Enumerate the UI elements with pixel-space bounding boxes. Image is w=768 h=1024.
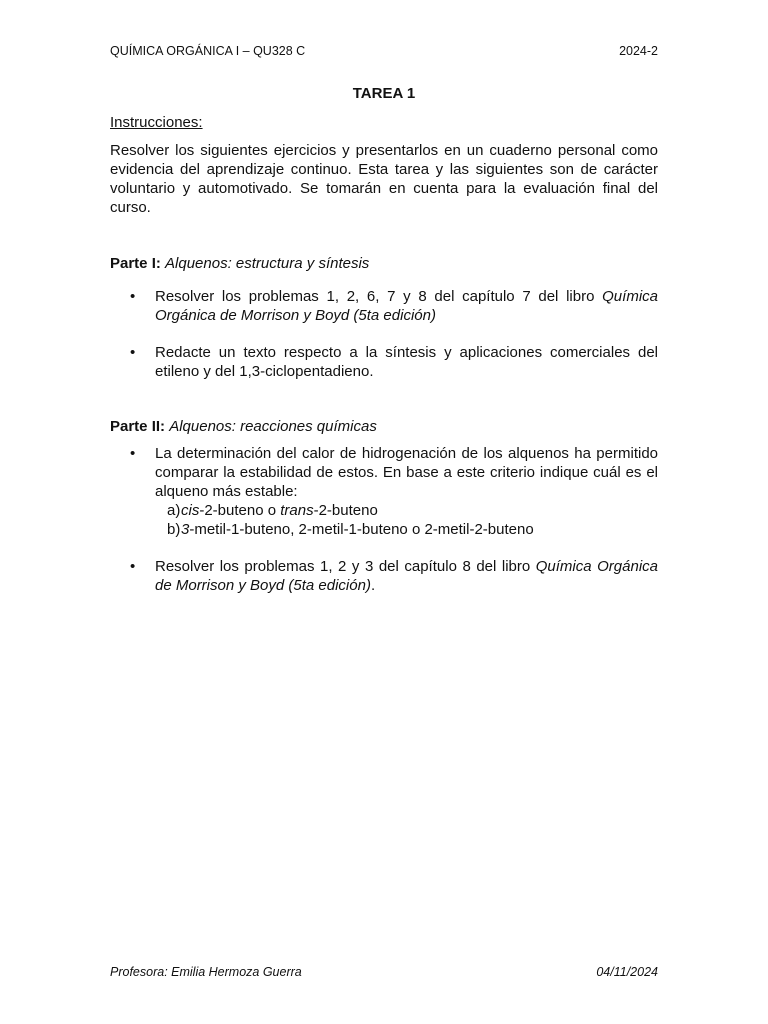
professor-name: Profesora: Emilia Hermoza Guerra (110, 965, 302, 979)
document-title: TAREA 1 (352, 85, 416, 102)
part2-bullet2-text: Resolver los problemas 1, 2 y 3 del capítulo 8 del libro (155, 558, 536, 575)
sub-a-trans: trans (280, 502, 314, 519)
instructions-label: Instrucciones: (110, 114, 203, 131)
part2-label: Parte II: (110, 418, 166, 435)
part1-subtitle: Alquenos: estructura y síntesis (165, 255, 370, 272)
bullet-icon: • (130, 558, 136, 575)
bullet-icon: • (130, 288, 136, 305)
part2-bullet2-book: Química Orgánica de Morrison y Boyd (5ta edición) (155, 558, 658, 594)
part1-list (110, 287, 658, 381)
sub-a-label: a) (167, 502, 181, 519)
part2-sublist (155, 501, 658, 539)
part1-bullet2-text: Redacte un texto respecto a la síntesis y aplicaciones comerciales del etileno y del 1,3-ciclopentadieno. (155, 344, 658, 380)
page-header (110, 44, 658, 58)
list-item (110, 444, 658, 539)
sub-b-text: -metil-1-buteno, 2-metil-1-buteno o 2-metil-2-buteno (189, 521, 534, 538)
sub-a-end: -2-buteno (313, 502, 378, 519)
part1-label: Parte I: (110, 255, 161, 272)
part2-heading (110, 417, 658, 436)
part2-list (110, 444, 658, 595)
document-body (110, 113, 658, 595)
part1-bullet1-text: Resolver los problemas 1, 2, 6, 7 y 8 del capítulo 7 del libro (155, 288, 603, 305)
semester: 2024-2 (619, 44, 658, 58)
bullet-icon: • (130, 445, 136, 462)
part1-heading (110, 254, 658, 273)
list-item (110, 343, 658, 381)
sub-b-label: b) (167, 521, 181, 538)
course-code: QUÍMICA ORGÁNICA I – QU328 C (110, 44, 306, 58)
part2-bullet1-text: La determinación del calor de hidrogenación de los alquenos ha permitido comparar la estabilidad de estos. En base a este criterio indique cuál es el alqueno más estable: (155, 445, 658, 500)
page-footer (110, 965, 658, 979)
instructions-text: Resolver los siguientes ejercicios y presentarlos en un cuaderno personal como evidencia del aprendizaje continuo. Esta tarea y las siguientes son de carácter voluntario y automotivado. Se tomarán en cuenta para la evaluación final del curso. (110, 142, 658, 216)
list-item (110, 557, 658, 595)
sub-b-italic: 3 (181, 521, 190, 538)
part2-bullet2-end: . (370, 577, 376, 594)
sublist-item-a (155, 501, 658, 520)
list-item (110, 287, 658, 325)
part1-bullet1-book: Química Orgánica de Morrison y Boyd (5ta edición) (155, 288, 658, 324)
part2-subtitle: Alquenos: reacciones químicas (169, 418, 377, 435)
sub-a-mid: -2-buteno o (199, 502, 281, 519)
sublist-item-b (155, 520, 658, 539)
sub-a-cis: cis (181, 502, 200, 519)
bullet-icon: • (130, 344, 136, 361)
document-date: 04/11/2024 (596, 965, 658, 979)
